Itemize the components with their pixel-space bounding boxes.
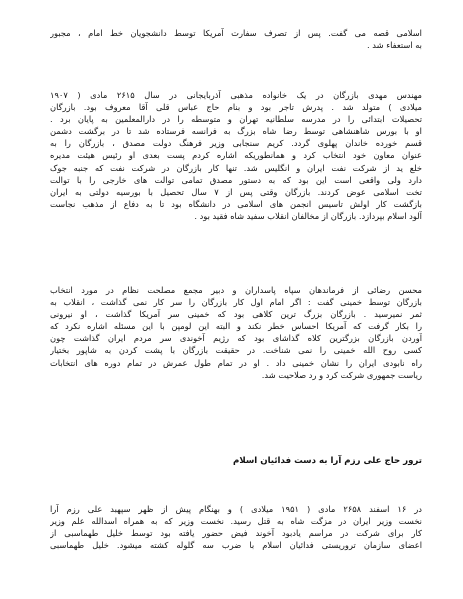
section-heading: ترور حاج علی رزم آرا به دست فدائیان اسلام — [233, 456, 422, 466]
paragraph-line: ریاست جمهوری شرکت کرد و رد صلاحیت شد. — [261, 369, 422, 380]
paragraph-line: کار برای شرکت در مراسم یادبود آخوند فیض حضور یافته بود توسط خلیل طهماسبی از — [50, 528, 422, 539]
paragraph-line: عنوان معاون خود انتخاب کرد و همانطوریکه اشاره کردم پست بعدی او رئیس هیئت مدیره — [50, 150, 422, 161]
paragraph-line: بازگشت کار اولش تاسیس انجمن های اسلامی در دانشگاه بود تا به دفاع از مذهب نجاست — [50, 198, 422, 209]
paragraph-1 — [50, 27, 422, 51]
paragraph-line: اعضای سازمان تروریستی فدائیان اسلام با ضرب سه گلوله کشته میشود. خلیل طهماسبی — [50, 540, 422, 551]
paragraph-line: آلود اسلام بپردازد. بازرگان از مخالفان انقلاب سفید شاه فقید بود . — [194, 210, 422, 221]
paragraph-line: مهندس مهدی بازرگان در یک خانواده مذهبی آذربایجانی در سال ۲۶۱۵ مادی ( ۱۹۰۷ — [50, 90, 422, 100]
paragraph-line: کسی روح الله خمینی را نمی شناخت. در حقیقت بازرگان با پشت کردن به شاپور بختیار — [50, 345, 422, 356]
paragraph-line: در ۱۶ اسفند ۲۶۵۸ مادی ( ۱۹۵۱ میلادی ) و بهنگام پیش از ظهر سپهبد علی رزم آرا — [50, 504, 422, 514]
paragraph-line: ثمر نمیرسید . بازرگان بزرگ ترین کلاهی بود که خمینی سر آمریکا گذاشت ، او نیرونی — [50, 309, 422, 320]
paragraph-line: تخت اسلامی عوض کردند. بازرگان وقتی پس از ۷ سال تحصیل با بورسیه دولتی به ایران — [50, 186, 422, 197]
paragraph-line: به استعفاء شد . — [366, 40, 422, 51]
paragraph-line: راه نابودی ایران را نشان خمینی داد . او در تمام طول عمرش در تمام دوره های انتخابات — [50, 357, 422, 368]
paragraph-line: اسلامی قصه می گفت. پس از تصرف سفارت آمریکا توسط دانشجویان خط امام ، مجبور — [50, 28, 422, 38]
paragraph-line: قسم خورده خاندان پهلوی گردد. کریم سنجابی وزیر فرهنگ دولت مصدق ، بازرگان را به — [50, 138, 422, 149]
paragraph-3 — [50, 284, 422, 381]
paragraph-line: آوردن بازرگان بزرگترین کلاه گذاشای بود که رژیم آخوندی سر مردم ایران گذاشت چون — [50, 333, 422, 344]
paragraph-line: بازرگان توسط خمینی گفت : اگر امام اول کار بازرگان را سر کار نمی گذاشت ، انقلاب به — [50, 297, 422, 308]
paragraph-line: دارد ولی واقعی است این بود که به دستور مصدق تمامی توالت های خارجی را با توالت — [50, 174, 422, 185]
paragraph-line: محسن رضائی از فرماندهان سپاه پاسداران و دبیر مجمع مصلحت نظام در مورد انتخاب — [50, 285, 422, 295]
paragraph-line: تحصیلات ابتدائی را در مدرسه سلطانیه تهران و متوسطه را در دارالمعلمین به پایان برد . — [50, 114, 422, 125]
paragraph-4 — [50, 503, 422, 551]
paragraph-line: میلادی ) متولد شد . پدرش تاجر بود و بنام حاج عباس قلی آقا معروف بود. بازرگان — [50, 102, 422, 113]
paragraph-line: او با بورس شاهنشاهی توسط رضا شاه بزرگ به فرانسه فرستاده شد تا در برگشت دشمن — [50, 126, 422, 137]
paragraph-line: نخست وزیر ایران در مزگت شاه به قتل رسید. نخست وزیر که به همراه اسدالله علم وزیر — [50, 516, 422, 527]
paragraph-2 — [50, 89, 422, 222]
paragraph-line: را بکار گرفت که آمریکا احساس خطر نکند و البته این لومپن با این مسئله اشاره نکرد که — [50, 321, 422, 332]
paragraph-line: خلع ید از شرکت نفت ایران و انگلیس شد. تنها کار بازرگان در شرکت نفت که جنبه جوک — [50, 162, 422, 173]
